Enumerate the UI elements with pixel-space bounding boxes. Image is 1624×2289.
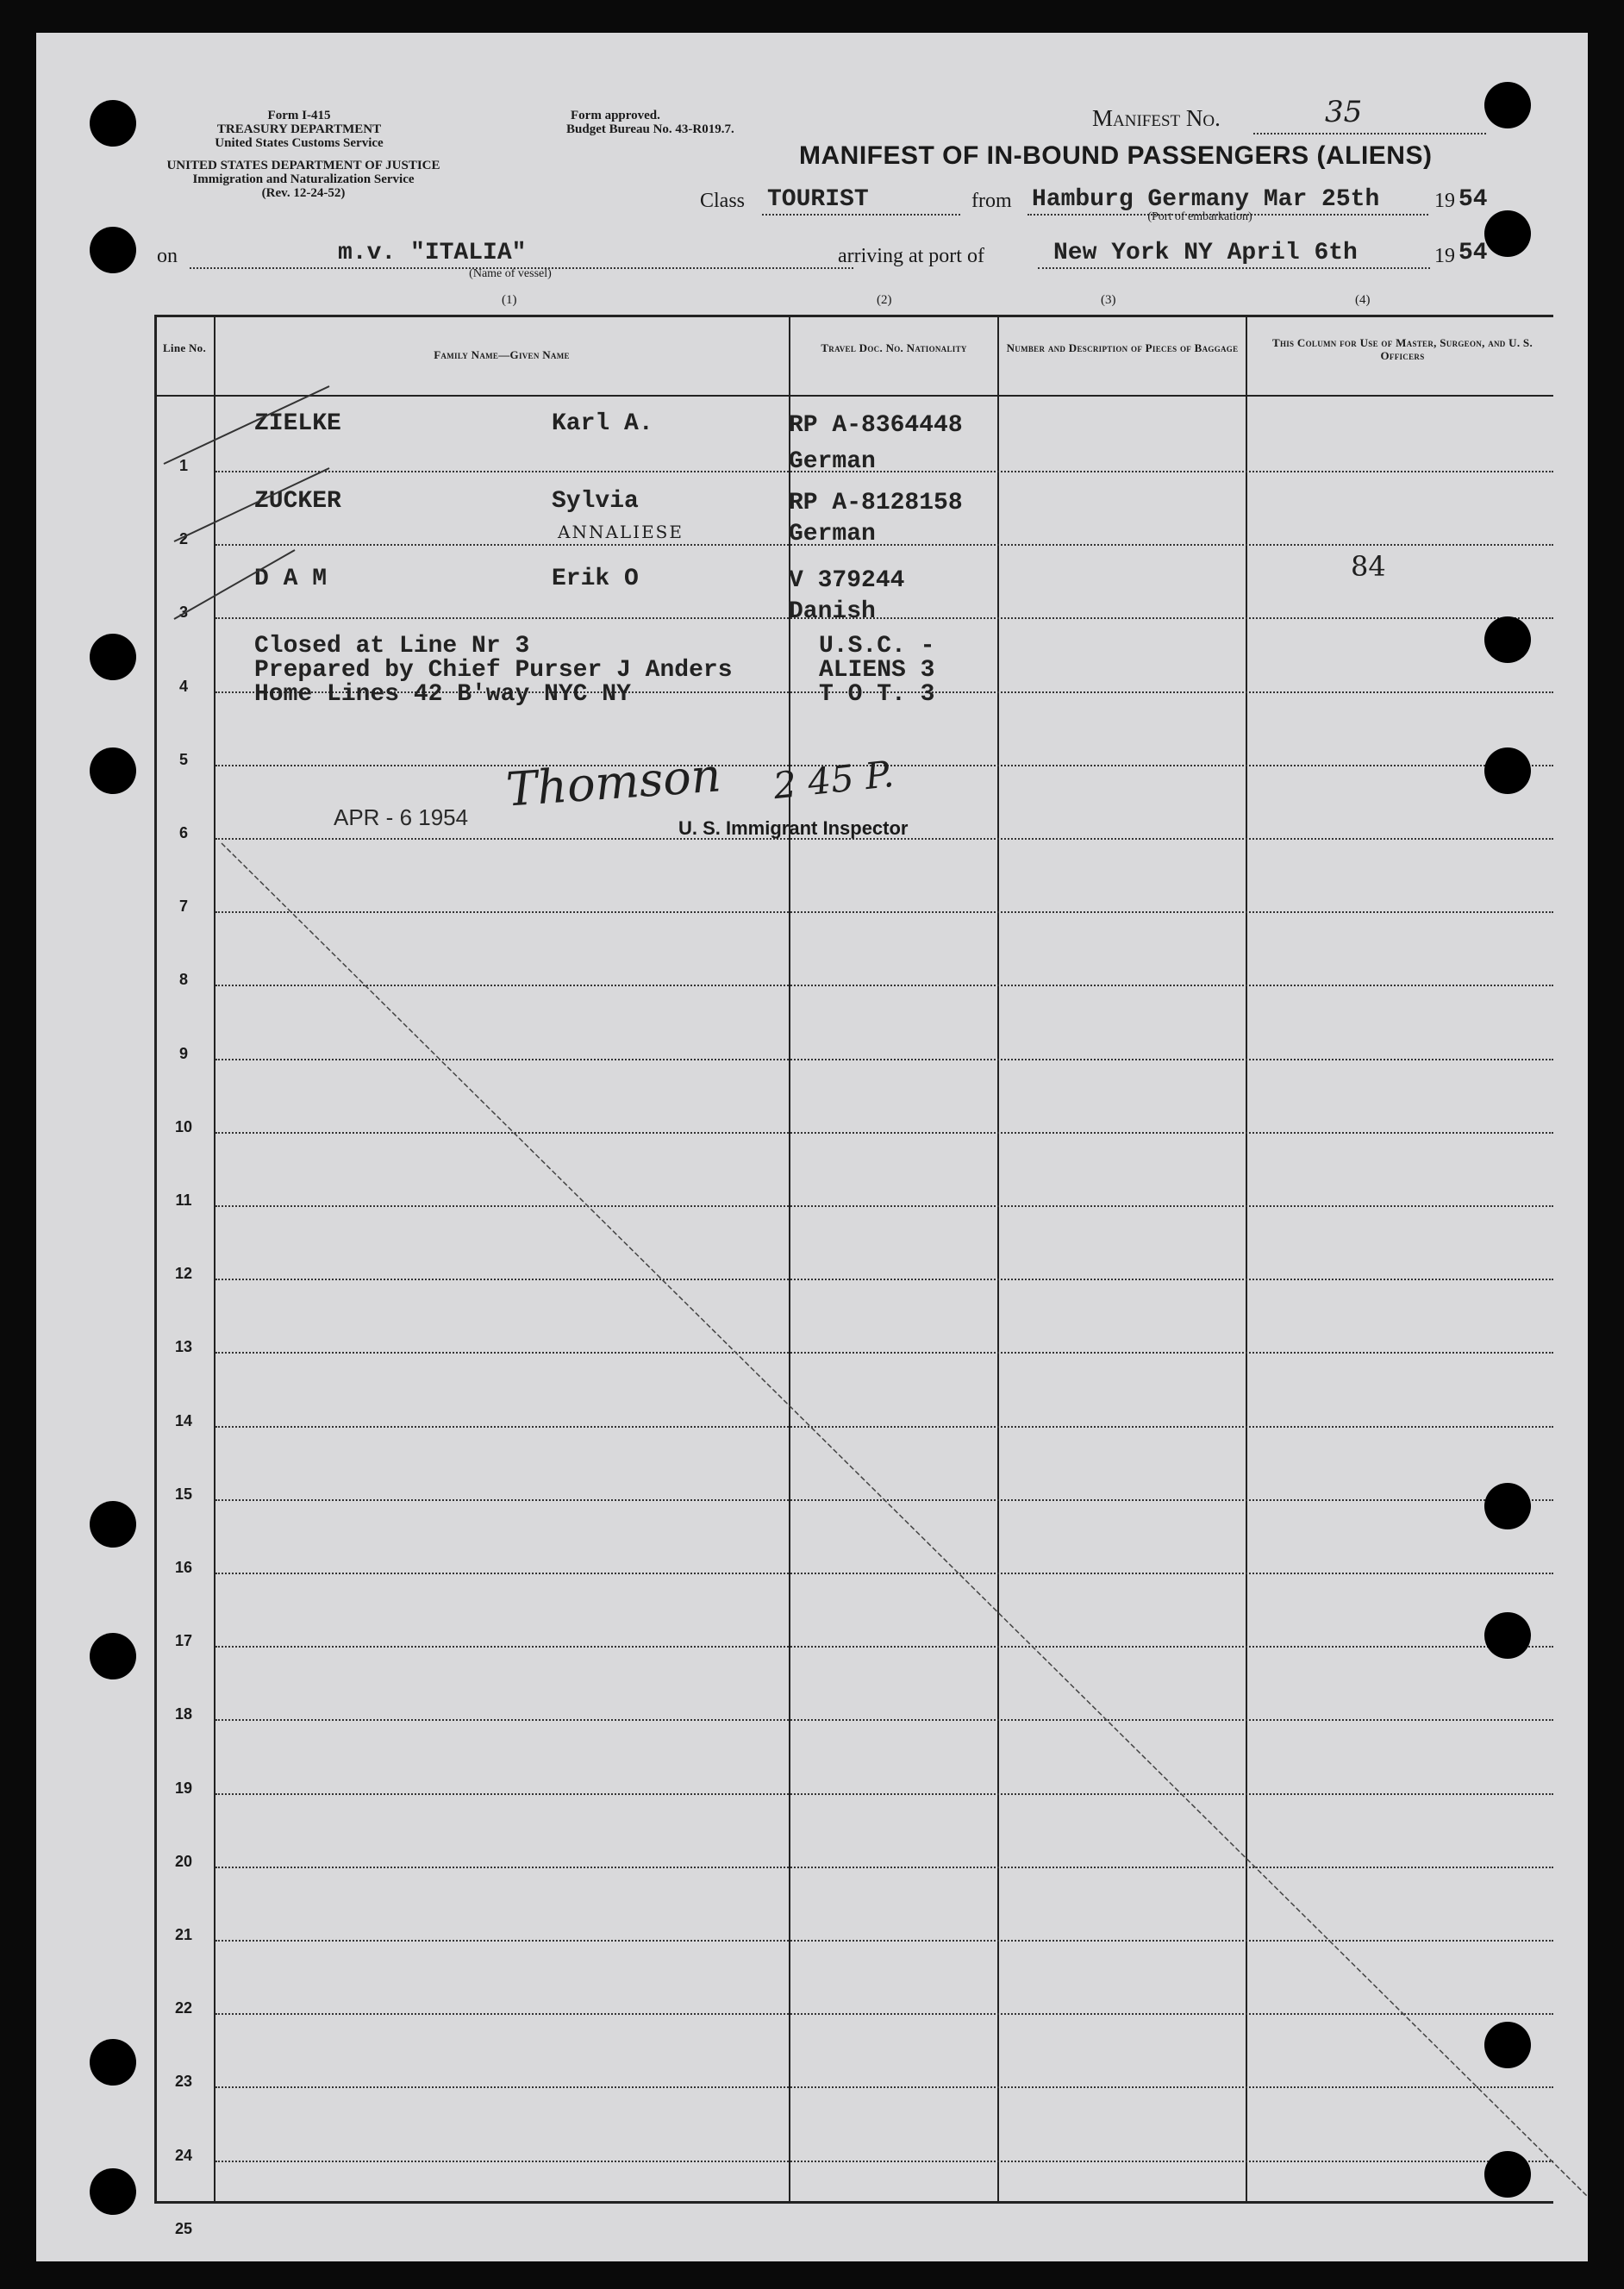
line-number: 21 (174, 1926, 193, 1943)
passenger-2-family: ZUCKER (254, 488, 341, 515)
customs-service: United States Customs Service (215, 136, 384, 150)
arrival-year: 54 (1458, 240, 1488, 266)
manifest-no-label: Manifest No. (1092, 105, 1221, 131)
line-number: 18 (174, 1705, 193, 1723)
passenger-1-family: ZIELKE (254, 410, 341, 437)
line-number: 2 (178, 530, 188, 548)
class-label: Class (700, 190, 746, 212)
punch-hole (90, 747, 136, 794)
check-mark-3 (174, 550, 295, 619)
passenger-1-doc: RP A-8364448 (789, 412, 963, 439)
passenger-3-given: Erik O (552, 566, 639, 592)
punch-hole (1484, 1483, 1531, 1529)
inspection-stamp-date: APR - 6 1954 (334, 804, 469, 830)
punch-hole (1484, 616, 1531, 663)
budget-bureau: Budget Bureau No. 43-R019.7. (566, 122, 734, 136)
line-number: 10 (174, 1117, 193, 1135)
from-year-prefix: 19 (1434, 190, 1455, 212)
line-number: 25 (174, 2219, 193, 2237)
check-mark-1 (164, 386, 329, 464)
closing-tot: T O T. 3 (819, 681, 935, 708)
inspector-title: U. S. Immigrant Inspector (678, 817, 909, 839)
manifest-number: 35 (1325, 95, 1363, 129)
closing-usc: U.S.C. - (819, 633, 935, 660)
line-number: 8 (178, 971, 188, 989)
vessel-caption: (Name of vessel) (469, 267, 552, 280)
col-num-2: (2) (877, 293, 892, 307)
punch-hole (90, 100, 136, 147)
col-num-4: (4) (1355, 293, 1371, 307)
line-number: 12 (174, 1265, 193, 1283)
vessel-name: m.v. "ITALIA" (338, 240, 527, 266)
passenger-2-nationality: German (789, 521, 876, 547)
cancel-diagonal-line (222, 843, 1588, 2197)
col-num-1: (1) (502, 293, 517, 307)
passenger-2-extra-name: ANNALIESE (558, 522, 684, 542)
justice-dept: UNITED STATES DEPARTMENT OF JUSTICE (166, 159, 440, 172)
line-number: 11 (175, 1191, 192, 1209)
punch-hole (90, 1633, 136, 1679)
revision: (Rev. 12-24-52) (261, 186, 346, 200)
on-label: on (157, 245, 178, 267)
from-value: Hamburg Germany Mar 25th (1032, 186, 1380, 213)
punch-hole (90, 634, 136, 680)
closing-line-3: Home Lines 42 B'way NYC NY (254, 681, 631, 708)
form-approved: Form approved. (571, 109, 660, 122)
line-number: 14 (174, 1411, 193, 1429)
line-number: 20 (174, 1852, 193, 1870)
punch-hole (90, 1501, 136, 1548)
from-year: 54 (1458, 186, 1488, 213)
line-number: 7 (178, 897, 188, 916)
line-number: 4 (178, 677, 188, 695)
form-number: Form I-415 (267, 109, 331, 122)
punch-hole (1484, 2151, 1531, 2198)
header-baggage: Number and Description of Pieces of Baggage (1006, 341, 1239, 354)
line-number: 22 (174, 1999, 193, 2017)
punch-hole (1484, 747, 1531, 794)
line-number: 16 (174, 1559, 193, 1576)
embark-caption: (Port of embarkation) (1147, 210, 1252, 223)
ins-service: Immigration and Naturalization Service (192, 172, 415, 186)
line-number: 1 (178, 457, 188, 474)
closing-line-2: Prepared by Chief Purser J Anders (254, 657, 733, 684)
check-mark-2 (174, 468, 329, 541)
passenger-2-doc: RP A-8128158 (789, 490, 963, 516)
line-number: 3 (178, 604, 188, 622)
line-number: 13 (174, 1338, 193, 1356)
header-travel-doc: Travel Doc. No. Nationality (821, 341, 967, 354)
line-number: 5 (178, 750, 188, 768)
line-number: 24 (174, 2146, 193, 2164)
punch-hole (90, 2168, 136, 2215)
passenger-3-family: D A M (254, 566, 328, 592)
punch-hole (1484, 82, 1531, 128)
passenger-1-nationality: German (789, 448, 876, 475)
header-officers: This Column for Use of Master, Surgeon, and U. S. Officers (1271, 336, 1533, 362)
line-number: 6 (178, 824, 188, 841)
line-number: 15 (174, 1485, 193, 1503)
passenger-3-doc: V 379244 (789, 567, 905, 594)
passenger-3-nationality: Danish (789, 598, 876, 625)
annotation-marks (36, 33, 1588, 2261)
passenger-2-officer-note: 84 (1351, 550, 1386, 583)
punch-hole (1484, 1612, 1531, 1659)
line-number: 9 (178, 1044, 188, 1062)
inspection-time: 2 45 P. (771, 752, 896, 808)
header-line-no: Line No. (162, 341, 207, 354)
closing-aliens: ALIENS 3 (819, 657, 935, 684)
punch-hole (90, 227, 136, 273)
punch-hole (1484, 2022, 1531, 2068)
arriving-label: arriving at port of (838, 245, 984, 267)
passenger-1-given: Karl A. (552, 410, 653, 437)
closing-line-1: Closed at Line Nr 3 (254, 633, 530, 660)
treasury-dept: TREASURY DEPARTMENT (216, 122, 382, 136)
arrival-value: New York NY April 6th (1053, 240, 1358, 266)
arrival-year-prefix: 19 (1434, 245, 1455, 267)
line-number: 23 (174, 2073, 193, 2091)
header-name: Family Name—Given Name (434, 348, 570, 361)
from-label: from (971, 190, 1012, 212)
line-number: 17 (174, 1632, 193, 1650)
manifest-sheet (36, 33, 1588, 2261)
class-value: TOURIST (767, 186, 869, 213)
manifest-title: MANIFEST OF IN-BOUND PASSENGERS (ALIENS) (799, 141, 1433, 170)
col-num-3: (3) (1101, 293, 1116, 307)
line-number: 19 (174, 1779, 193, 1797)
passenger-2-given: Sylvia (552, 488, 639, 515)
inspector-signature: Thomson (504, 747, 723, 817)
punch-hole (90, 2039, 136, 2086)
punch-hole (1484, 210, 1531, 257)
